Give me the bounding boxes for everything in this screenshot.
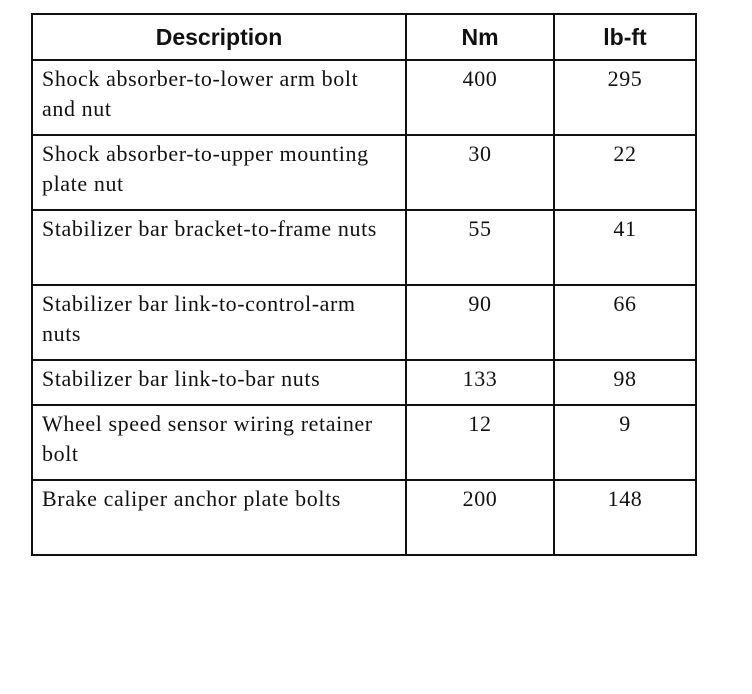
cell-description: Stabilizer bar link-to-bar nuts [32, 360, 406, 405]
table-row [32, 480, 696, 555]
header-row [32, 14, 696, 60]
header-description: Description [32, 14, 406, 60]
header-nm: Nm [406, 14, 554, 60]
cell-description: Shock absorber-to-lower arm bolt and nut [32, 60, 406, 135]
cell-lbft: 41 [554, 210, 696, 285]
cell-lbft: 295 [554, 60, 696, 135]
table-row [32, 405, 696, 480]
table-row [32, 135, 696, 210]
cell-description: Wheel speed sensor wiring retainer bolt [32, 405, 406, 480]
header-lbft: lb-ft [554, 14, 696, 60]
cell-nm: 200 [406, 480, 554, 555]
cell-nm: 12 [406, 405, 554, 480]
cell-nm: 400 [406, 60, 554, 135]
cell-lbft: 148 [554, 480, 696, 555]
cell-description: Shock absorber-to-upper mounting plate nut [32, 135, 406, 210]
cell-lbft: 66 [554, 285, 696, 360]
table-row [32, 210, 696, 285]
cell-lbft: 22 [554, 135, 696, 210]
table-row [32, 285, 696, 360]
cell-lbft: 98 [554, 360, 696, 405]
torque-spec-table [31, 13, 697, 556]
cell-description: Brake caliper anchor plate bolts [32, 480, 406, 555]
table-row [32, 360, 696, 405]
cell-description: Stabilizer bar link-to-control-arm nuts [32, 285, 406, 360]
cell-nm: 30 [406, 135, 554, 210]
cell-nm: 90 [406, 285, 554, 360]
table-row [32, 60, 696, 135]
cell-nm: 133 [406, 360, 554, 405]
cell-nm: 55 [406, 210, 554, 285]
cell-description: Stabilizer bar bracket-to-frame nuts [32, 210, 406, 285]
cell-lbft: 9 [554, 405, 696, 480]
